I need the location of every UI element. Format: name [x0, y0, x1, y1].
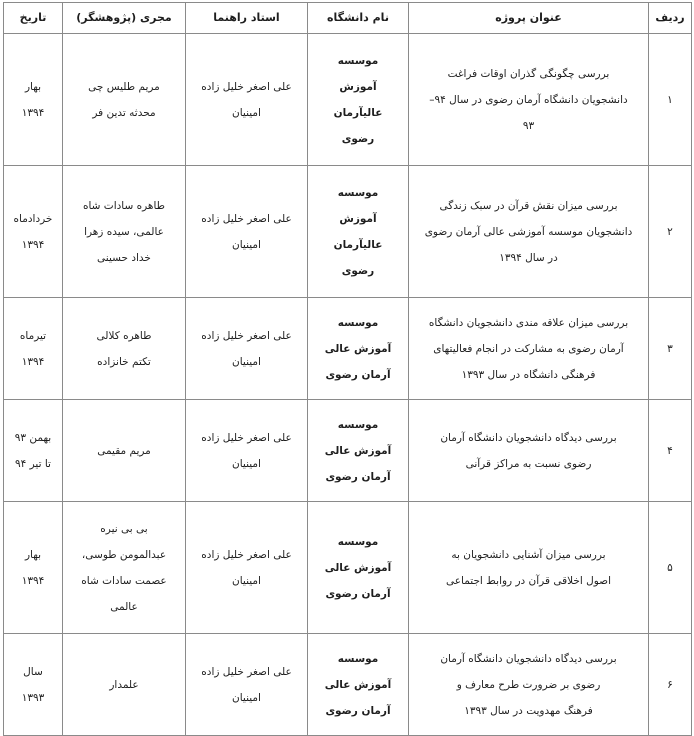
header-row [4, 3, 692, 34]
researcher-names: مریم طلیس چی محدثه تدین فر [63, 34, 186, 166]
university-name: موسسه آموزش عالی آرمان رضوی [308, 400, 409, 502]
table-row [4, 298, 692, 400]
supervisor-name: علی اصغر خلیل زاده امینیان [186, 634, 308, 736]
supervisor-name: علی اصغر خلیل زاده امینیان [186, 298, 308, 400]
header-supervisor: استاد راهنما [186, 3, 308, 34]
university-name: موسسه آموزش عالی آرمان رضوی [308, 634, 409, 736]
project-date: بهار ۱۳۹۴ [4, 502, 63, 634]
header-date: تاریخ [4, 3, 63, 34]
project-date: خردادماه ۱۳۹۴ [4, 166, 63, 298]
header-row-number: ردیف [649, 3, 692, 34]
project-date: بهار ۱۳۹۴ [4, 34, 63, 166]
row-number: ۵ [649, 502, 692, 634]
researcher-names: طاهره کلالی تکتم خانزاده [63, 298, 186, 400]
header-university: نام دانشگاه [308, 3, 409, 34]
row-number: ۴ [649, 400, 692, 502]
researcher-names: مریم مقیمی [63, 400, 186, 502]
projects-table [3, 2, 692, 736]
table-row [4, 502, 692, 634]
project-title: بررسی دیدگاه دانشجویان دانشگاه آرمان رضوی بر ضرورت طرح معارف و فرهنگ مهدویت در سال ۱۳۹۳ [409, 634, 649, 736]
row-number: ۱ [649, 34, 692, 166]
project-title: بررسی دیدگاه دانشجویان دانشگاه آرمان رضوی نسبت به مراکز قرآنی [409, 400, 649, 502]
project-date: تیرماه ۱۳۹۴ [4, 298, 63, 400]
project-title: بررسی چگونگی گذران اوقات فراغت دانشجویان دانشگاه آرمان رضوی در سال ۹۴– ۹۳ [409, 34, 649, 166]
university-name: موسسه آموزش عالی آرمان رضوی [308, 298, 409, 400]
researcher-names: طاهره سادات شاه عالمی، سیده زهرا خداد حسینی [63, 166, 186, 298]
row-number: ۲ [649, 166, 692, 298]
row-number: ۳ [649, 298, 692, 400]
supervisor-name: علی اصغر خلیل زاده امینیان [186, 400, 308, 502]
header-researcher: مجری (پژوهشگر) [63, 3, 186, 34]
table-row [4, 166, 692, 298]
project-date: سال ۱۳۹۳ [4, 634, 63, 736]
table-row [4, 634, 692, 736]
header-project-title: عنوان پروژه [409, 3, 649, 34]
researcher-names: بی بی نیره عبدالمومن طوسی، عصمت سادات شاه عالمی [63, 502, 186, 634]
table-row [4, 400, 692, 502]
supervisor-name: علی اصغر خلیل زاده امینیان [186, 166, 308, 298]
supervisor-name: علی اصغر خلیل زاده امینیان [186, 502, 308, 634]
researcher-names: علمدار [63, 634, 186, 736]
project-title: بررسی میزان نقش قرآن در سبک زندگی دانشجویان موسسه آموزشی عالی آرمان رضوی در سال ۱۳۹۴ [409, 166, 649, 298]
row-number: ۶ [649, 634, 692, 736]
project-title: بررسی میزان آشنایی دانشجویان به اصول اخلاقی قرآن در روابط اجتماعی [409, 502, 649, 634]
university-name: موسسه آموزش عالی آرمان رضوی [308, 502, 409, 634]
university-name: موسسه آموزش عالیآرمان رضوی [308, 166, 409, 298]
project-title: بررسی میزان علاقه مندی دانشجویان دانشگاه آرمان رضوی به مشارکت در انجام فعالیتهای فرهنگی دانشگاه در سال ۱۳۹۳ [409, 298, 649, 400]
supervisor-name: علی اصغر خلیل زاده امینیان [186, 34, 308, 166]
university-name: موسسه آموزش عالیآرمان رضوی [308, 34, 409, 166]
project-date: بهمن ۹۳ تا تیر ۹۴ [4, 400, 63, 502]
table-row [4, 34, 692, 166]
